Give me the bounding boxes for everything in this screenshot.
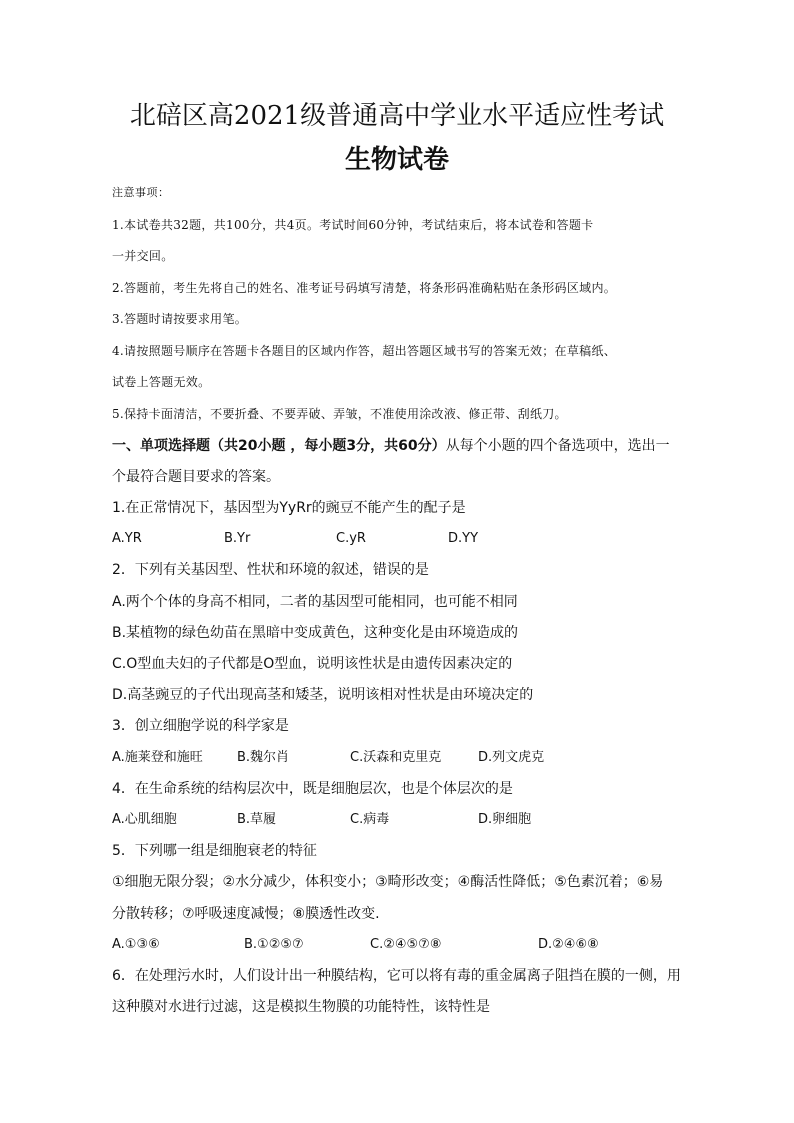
section-heading-cont: 个最符合题目要求的答案。 xyxy=(112,469,280,485)
q2-stem: 2．下列有关基因型、性状和环境的叙述，错误的是 xyxy=(112,562,429,578)
q1-option-c: C.yR xyxy=(336,531,366,546)
q1-stem: 1.在正常情况下，基因型为YyRr的豌豆不能产生的配子是 xyxy=(112,500,466,516)
q3-option-c: C.沃森和克里克 xyxy=(350,750,442,765)
exam-subtitle: 生物试卷 xyxy=(344,145,449,175)
q6-stem: 6．在处理污水时，人们设计出一种膜结构，它可以将有毒的重金属离子阻挡在膜的一侧，用 xyxy=(112,968,681,984)
q4-stem: 4．在生命系统的结构层次中，既是细胞层次，也是个体层次的是 xyxy=(112,781,513,797)
q5-stem: 5．下列哪一组是细胞衰老的特征 xyxy=(112,843,317,859)
notice-heading: 注意事项： xyxy=(112,186,170,199)
q2-option-b: B.某植物的绿色幼苗在黑暗中变成黄色，这种变化是由环境造成的 xyxy=(112,625,519,641)
q3-stem: 3．创立细胞学说的科学家是 xyxy=(112,718,289,734)
q4-option-d: D.卵细胞 xyxy=(478,812,532,827)
q4-option-c: C.病毒 xyxy=(350,812,390,827)
notice-item-5: 5.保持卡面清洁，不要折叠、不要弄破、弄皱，不准使用涂改液、修正带、刮纸刀。 xyxy=(112,407,567,421)
q5-option-a: A.①③⑥ xyxy=(112,937,160,952)
q3-option-b: B.魏尔肖 xyxy=(237,750,290,765)
q6-stem-cont: 这种膜对水进行过滤，这是模拟生物膜的功能特性，该特性是 xyxy=(112,999,490,1015)
notice-item-4-cont: 试卷上答题无效。 xyxy=(112,375,211,389)
q2-option-a: A.两个个体的身高不相同，二者的基因型可能相同，也可能不相同 xyxy=(112,594,518,610)
q5-option-b: B.①②⑤⑦ xyxy=(244,937,304,952)
q1-option-b: B.Yr xyxy=(224,531,251,546)
q2-option-c: C.O型血夫妇的子代都是O型血，说明该性状是由遗传因素决定的 xyxy=(112,656,513,672)
notice-item-2: 2.答题前，考生先将自己的姓名、准考证号码填写清楚，将条形码准确粘贴在条形码区域内。 xyxy=(112,281,617,295)
q5-option-d: D.②④⑥⑧ xyxy=(538,937,599,952)
section-heading-bold: 一、单项选择题（共20小题 ，每小题3分，共60分） xyxy=(112,438,446,454)
notice-item-3: 3.答题时请按要求用笔。 xyxy=(112,312,248,326)
q4-option-b: B.草履 xyxy=(237,812,277,827)
q4-option-a: A.心肌细胞 xyxy=(112,812,177,827)
q5-desc-cont: 分散转移；⑦呼吸速度减慢；⑧膜透性改变. xyxy=(112,906,380,922)
q5-desc: ①细胞无限分裂；②水分减少，体积变小；③畸形改变；④酶活性降低；⑤色素沉着；⑥易 xyxy=(112,874,664,890)
q3-option-d: D.列文虎克 xyxy=(478,750,545,765)
section-heading-rest: 从每个小题的四个备选项中，选出一 xyxy=(445,438,670,454)
notice-item-1: 1.本试卷共32题，共100分，共4页。考试时间60分钟，考试结束后，将本试卷和答题卡 xyxy=(112,218,594,232)
q3-option-a: A.施莱登和施旺 xyxy=(112,750,203,765)
q2-option-d: D.高茎豌豆的子代出现高茎和矮茎，说明该相对性状是由环境决定的 xyxy=(112,687,534,703)
notice-item-4: 4.请按照题号顺序在答题卡各题目的区域内作答，超出答题区域书写的答案无效；在草稿纸、 xyxy=(112,344,617,358)
section-heading xyxy=(112,436,692,456)
q1-option-a: A.YR xyxy=(112,531,142,546)
q5-option-c: C.②④⑤⑦⑧ xyxy=(370,937,442,952)
exam-title: 北碚区高2021级普通高中学业水平适应性考试 xyxy=(129,101,665,131)
notice-item-1-cont: 一并交回。 xyxy=(112,249,174,263)
q1-option-d: D.YY xyxy=(448,531,479,546)
